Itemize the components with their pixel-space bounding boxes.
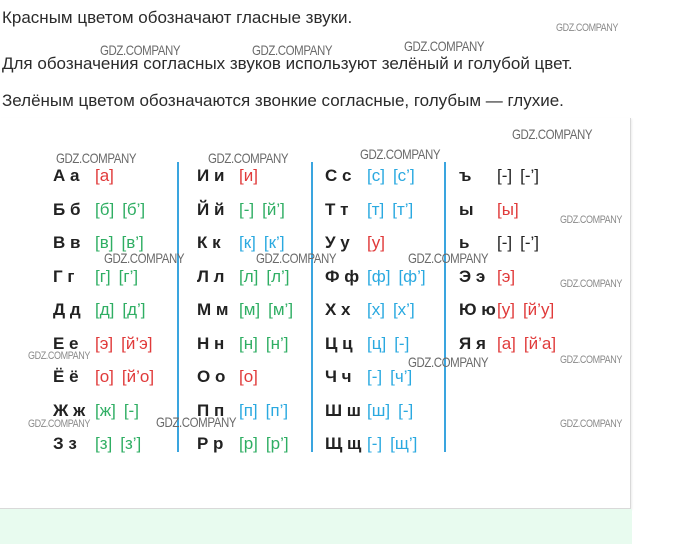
sound-transcription: [х] — [367, 300, 385, 319]
letter: ь — [459, 233, 470, 252]
watermark: GDZ.COMPANY — [28, 350, 90, 362]
letter-row — [325, 363, 412, 391]
letter-row — [53, 196, 145, 224]
letter: С с — [325, 166, 352, 185]
letter-row — [325, 263, 426, 291]
letter: Е е — [53, 333, 79, 353]
watermark: GDZ.COMPANY — [208, 150, 289, 166]
intro-line-3: Зелёным цветом обозначаются звонкие согласные, голубым — глухие. — [2, 91, 564, 110]
sound-transcription: [-] — [398, 400, 414, 420]
letter-row — [459, 162, 539, 190]
watermark: GDZ.COMPANY — [104, 250, 185, 266]
letter: Ф ф — [325, 266, 360, 286]
sound-transcription: [у] — [367, 233, 385, 252]
letter: П п — [197, 400, 225, 420]
sound-transcription: [-’] — [520, 166, 539, 185]
watermark: GDZ.COMPANY — [560, 354, 622, 366]
sound-transcription: [м] — [239, 300, 261, 319]
sound-transcription: [а] — [497, 333, 516, 353]
intro-line-1: Красным цветом обозначают гласные звуки. — [2, 8, 353, 27]
sound-transcription: [й’] — [262, 199, 285, 219]
sound-transcription: [л’] — [266, 266, 290, 286]
letter-row — [53, 263, 138, 291]
sound-transcription: [в] — [95, 233, 114, 252]
sound-transcription: [ч’] — [390, 367, 413, 386]
letter-row — [325, 430, 417, 458]
sound-transcription: [-] — [367, 434, 383, 453]
sound-transcription: [д’] — [122, 300, 146, 319]
letter: З з — [53, 434, 77, 453]
letter: В в — [53, 233, 81, 252]
letter-row — [197, 296, 293, 324]
letter: Н н — [197, 333, 225, 353]
letter: О о — [197, 367, 226, 386]
intro-line-2: Для обозначения согласных звуков используют зелёный и голубой цвет. — [2, 54, 573, 73]
sound-transcription: [а] — [95, 166, 114, 185]
sound-transcription: [д] — [95, 300, 115, 319]
letter-row — [325, 196, 413, 224]
sound-transcription: [ж] — [95, 400, 116, 420]
sound-transcription: [ф’] — [398, 266, 426, 286]
letter-row — [459, 263, 515, 291]
sound-transcription: [с’] — [392, 166, 415, 185]
letter-row — [53, 430, 141, 458]
letter-row — [459, 196, 519, 224]
sound-transcription: [б] — [95, 199, 115, 219]
sound-transcription: [т] — [367, 199, 385, 219]
letter: Ц ц — [325, 333, 353, 353]
sound-transcription: [о] — [239, 367, 258, 386]
column-divider-2 — [311, 162, 313, 452]
watermark: GDZ.COMPANY — [360, 146, 441, 162]
letter: Г г — [53, 266, 75, 286]
sound-transcription: [о] — [95, 367, 114, 386]
sound-transcription: [-] — [123, 400, 139, 420]
watermark: GDZ.COMPANY — [408, 250, 489, 266]
letter: А а — [53, 166, 80, 185]
letter: Ч ч — [325, 367, 352, 386]
watermark: GDZ.COMPANY — [408, 354, 489, 370]
column-divider-1 — [177, 162, 179, 452]
letter: М м — [197, 300, 229, 319]
letter: Л л — [197, 266, 225, 286]
letter-row — [197, 263, 290, 291]
sound-transcription: [э] — [497, 266, 516, 286]
letter: Т т — [325, 199, 349, 219]
letter: Я я — [459, 333, 486, 353]
letter: К к — [197, 233, 221, 252]
sound-transcription: [н’] — [265, 333, 289, 353]
sound-transcription: [р’] — [265, 434, 289, 453]
watermark: GDZ.COMPANY — [560, 418, 622, 430]
sound-transcription: [з’] — [120, 434, 142, 453]
sound-transcription: [-] — [497, 233, 513, 252]
letter-row — [325, 330, 409, 358]
sound-transcription: [л] — [239, 266, 259, 286]
letter-row — [325, 397, 413, 425]
letter: Р р — [197, 434, 224, 453]
sound-transcription: [-’] — [520, 233, 539, 252]
letter-row — [197, 162, 258, 190]
letter-row — [197, 330, 288, 358]
sound-transcription: [в’] — [121, 233, 144, 252]
sound-transcription: [-] — [497, 166, 513, 185]
watermark: GDZ.COMPANY — [100, 42, 181, 58]
sound-transcription: [г] — [95, 266, 111, 286]
sound-transcription: [н] — [239, 333, 258, 353]
watermark: GDZ.COMPANY — [56, 150, 137, 166]
column-divider-3 — [444, 162, 446, 452]
letter: Х х — [325, 300, 351, 319]
watermark: GDZ.COMPANY — [560, 214, 622, 226]
letter-row — [197, 196, 285, 224]
letter: Й й — [197, 199, 225, 219]
watermark: GDZ.COMPANY — [512, 126, 593, 142]
letter-row — [197, 430, 289, 458]
letter: Щ щ — [325, 434, 362, 453]
letter: У у — [325, 233, 350, 252]
sound-transcription: [-] — [239, 199, 255, 219]
sound-transcription: [к’] — [263, 233, 285, 252]
sound-transcription: [п] — [239, 400, 258, 420]
letter: ы — [459, 199, 474, 219]
sound-transcription: [щ’] — [390, 434, 418, 453]
watermark: GDZ.COMPANY — [256, 250, 337, 266]
sound-transcription: [и] — [239, 166, 258, 185]
watermark: GDZ.COMPANY — [404, 38, 485, 54]
sound-transcription: [й’а] — [523, 333, 557, 353]
letter-row — [53, 296, 146, 324]
sound-transcription: [у] — [497, 300, 515, 319]
sound-transcription: [к] — [239, 233, 256, 252]
sound-transcription: [ф] — [367, 266, 391, 286]
letter-row — [53, 363, 154, 391]
letter: ъ — [459, 166, 472, 185]
sound-transcription: [-] — [394, 333, 410, 353]
letter-row — [325, 296, 415, 324]
sound-transcription: [р] — [239, 434, 258, 453]
letter-row — [459, 296, 554, 324]
watermark: GDZ.COMPANY — [156, 414, 237, 430]
letter: Д д — [53, 300, 81, 319]
sound-transcription: [-] — [367, 367, 383, 386]
sound-transcription: [ш] — [367, 400, 391, 420]
sound-transcription: [т’] — [392, 199, 414, 219]
watermark: GDZ.COMPANY — [556, 22, 618, 34]
sound-transcription: [б’] — [122, 199, 146, 219]
sound-transcription: [й’э] — [121, 333, 153, 353]
letter-row — [53, 162, 114, 190]
letter: Ё ё — [53, 367, 79, 386]
sound-transcription: [с] — [367, 166, 385, 185]
letter: Ж ж — [53, 400, 86, 420]
sound-transcription: [м’] — [268, 300, 294, 319]
sound-transcription: [г’] — [118, 266, 139, 286]
letter-row — [197, 363, 258, 391]
watermark: GDZ.COMPANY — [560, 278, 622, 290]
sound-transcription: [п’] — [265, 400, 289, 420]
letter: Ю ю — [459, 300, 496, 319]
letter: Э э — [459, 266, 486, 286]
footer-band — [0, 509, 632, 544]
sound-transcription: [ц] — [367, 333, 387, 353]
letter: И и — [197, 166, 225, 185]
sound-transcription: [з] — [95, 434, 113, 453]
watermark: GDZ.COMPANY — [28, 418, 90, 430]
sound-transcription: [ы] — [497, 199, 519, 219]
sound-transcription: [й’у] — [522, 300, 555, 319]
letter: Б б — [53, 199, 81, 219]
letter-row — [325, 162, 415, 190]
letter: Ш ш — [325, 400, 361, 420]
sound-transcription: [й’о] — [121, 367, 155, 386]
watermark: GDZ.COMPANY — [252, 42, 333, 58]
sound-transcription: [х’] — [392, 300, 415, 319]
sound-transcription: [э] — [95, 333, 114, 353]
